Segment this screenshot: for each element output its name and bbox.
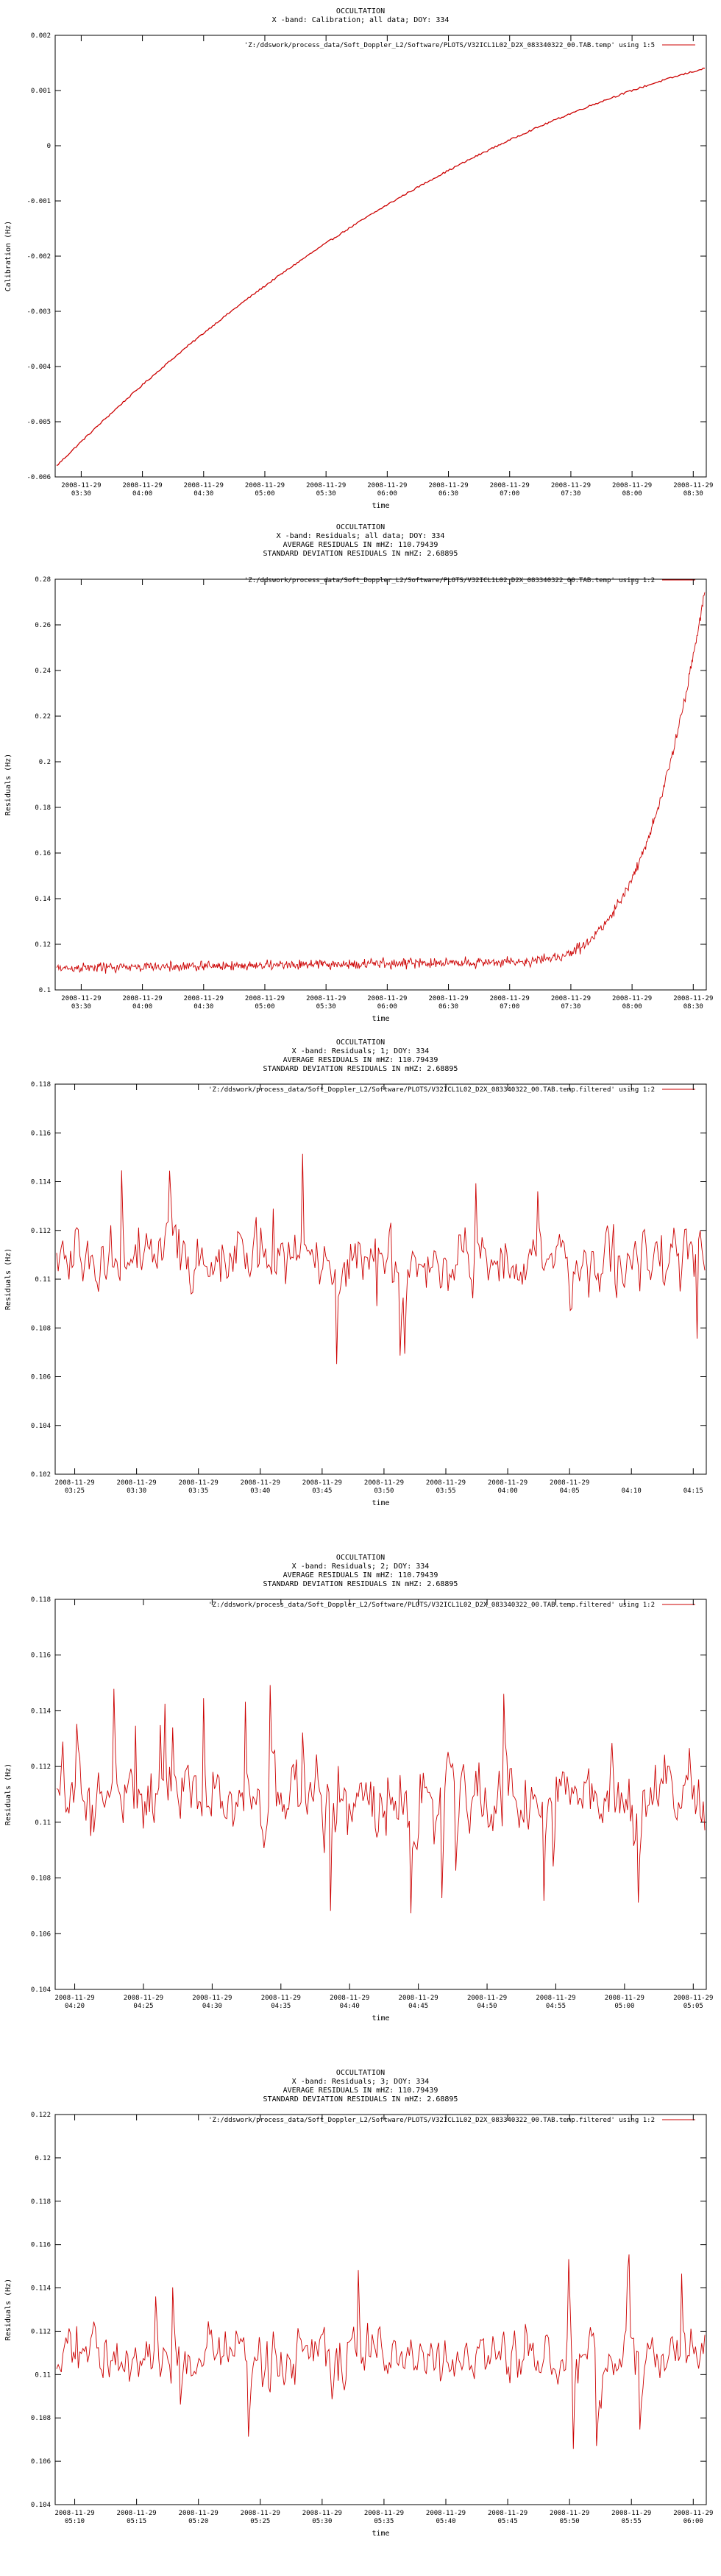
y-axis-label: Residuals (Hz): [4, 753, 13, 816]
x-tick-time-label: 04:00: [132, 1003, 153, 1011]
legend-label: 'Z:/ddswork/process_data/Soft_Doppler_L2/Software/PLOTS/V32ICL1L02_D2X_083340322_00.TAB.temp.filtered' using 1:2: [208, 1086, 655, 1094]
residuals-3-chart: [0, 2064, 721, 2576]
chart-title-line: X -band: Residuals; 3; DOY: 334: [291, 2078, 430, 2086]
x-axis-label: time: [372, 2530, 390, 2538]
x-tick-date-label: 2008-11-29: [363, 2510, 405, 2517]
y-tick-label: 0.116: [30, 2241, 51, 2249]
plot-frame: [55, 1599, 706, 1989]
chart-title-line: OCCULTATION: [335, 1038, 386, 1047]
x-tick-date-label: 2008-11-29: [673, 2510, 714, 2517]
x-tick-date-label: 2008-11-29: [604, 1995, 644, 2002]
x-tick-date-label: 2008-11-29: [54, 1995, 95, 2002]
y-tick-label: 0.108: [30, 1875, 51, 1883]
x-tick-time-label: 06:00: [377, 1003, 397, 1011]
y-tick-label: 0.16: [35, 850, 51, 857]
plot-frame: [55, 35, 706, 477]
x-tick-time-label: 06:30: [438, 1003, 459, 1011]
y-tick-label: 0.112: [30, 2328, 51, 2336]
x-tick-date-label: 2008-11-29: [240, 2510, 280, 2517]
legend-label: 'Z:/ddswork/process_data/Soft_Doppler_L2/Software/PLOTS/V32ICL1L02_D2X_083340322_00.TAB.temp' using 1:2: [244, 577, 655, 584]
chart-title-line: STANDARD DEVIATION RESIDUALS IN mHZ: 2.68895: [263, 1065, 458, 1073]
x-tick-date-label: 2008-11-29: [487, 1479, 528, 1487]
y-tick-label: 0.12: [35, 941, 51, 949]
x-tick-time-label: 06:00: [377, 490, 397, 498]
chart-title-line: AVERAGE RESIDUALS IN mHZ: 110.79439: [283, 541, 438, 549]
plot-frame: [55, 1084, 706, 1474]
x-tick-date-label: 2008-11-29: [487, 2510, 528, 2517]
y-tick-label: 0: [46, 143, 51, 150]
x-axis-label: time: [372, 1499, 390, 1507]
y-tick-label: 0.24: [35, 668, 51, 675]
x-tick-date-label: 2008-11-29: [536, 1995, 576, 2002]
y-axis-label: Residuals (Hz): [4, 1763, 13, 1826]
chart-title-line: AVERAGE RESIDUALS IN mHZ: 110.79439: [283, 2087, 438, 2095]
x-tick-time-label: 04:50: [477, 2003, 497, 2010]
y-tick-label: 0.108: [30, 1325, 51, 1333]
chart-title-line: OCCULTATION: [335, 1554, 386, 1562]
y-tick-label: 0.11: [35, 1276, 51, 1284]
y-tick-label: 0.11: [35, 1819, 51, 1827]
y-tick-label: 0.14: [35, 896, 51, 903]
x-tick-time-label: 05:30: [316, 490, 336, 498]
y-axis-label: Calibration (Hz): [4, 220, 13, 292]
y-tick-label: 0.1: [38, 987, 51, 994]
series-line: [57, 1685, 705, 1914]
y-tick-label: 0.002: [30, 32, 51, 40]
residuals-1-chart: [0, 1034, 721, 1549]
y-tick-label: 0.104: [30, 2502, 51, 2509]
x-tick-time-label: 08:00: [622, 1003, 642, 1011]
y-tick-label: 0.22: [35, 713, 51, 721]
x-tick-time-label: 03:40: [250, 1487, 271, 1495]
y-tick-label: 0.112: [30, 1763, 51, 1772]
x-tick-time-label: 05:00: [255, 1003, 275, 1011]
x-tick-date-label: 2008-11-29: [240, 1479, 280, 1487]
x-axis-label: time: [372, 2014, 390, 2023]
x-tick-date-label: 2008-11-29: [116, 1479, 157, 1487]
residuals-all-chart: [0, 519, 721, 1034]
x-tick-date-label: 2008-11-29: [425, 2510, 466, 2517]
x-tick-date-label: 2008-11-29: [302, 2510, 342, 2517]
x-tick-date-label: 2008-11-29: [306, 482, 347, 489]
x-tick-time-label: 03:30: [71, 490, 91, 498]
x-tick-date-label: 2008-11-29: [673, 995, 714, 1002]
x-tick-date-label: 2008-11-29: [428, 482, 469, 489]
series-line: [57, 1154, 705, 1364]
x-tick-time-label: 03:45: [312, 1487, 333, 1495]
x-tick-date-label: 2008-11-29: [428, 995, 469, 1002]
x-tick-date-label: 2008-11-29: [611, 2510, 652, 2517]
y-tick-label: 0.001: [30, 88, 51, 95]
y-tick-label: 0.122: [30, 2112, 51, 2119]
x-tick-date-label: 2008-11-29: [178, 1479, 219, 1487]
chart-svg: [0, 2064, 721, 2576]
y-tick-label: 0.116: [30, 1652, 51, 1660]
y-tick-label: 0.118: [30, 2198, 51, 2206]
chart-title-line: STANDARD DEVIATION RESIDUALS IN mHZ: 2.68895: [263, 1580, 458, 1588]
x-tick-time-label: 04:10: [621, 1487, 642, 1495]
y-tick-label: -0.001: [26, 198, 51, 205]
x-tick-time-label: 05:55: [621, 2518, 642, 2525]
series-line: [57, 592, 705, 974]
x-tick-date-label: 2008-11-29: [673, 1995, 714, 2002]
y-tick-label: 0.116: [30, 1130, 51, 1138]
x-tick-date-label: 2008-11-29: [54, 1479, 95, 1487]
x-tick-date-label: 2008-11-29: [260, 1995, 301, 2002]
series-line: [57, 68, 705, 466]
x-tick-date-label: 2008-11-29: [398, 1995, 438, 2002]
x-tick-time-label: 07:00: [500, 1003, 520, 1011]
chart-svg: [0, 0, 721, 530]
y-tick-label: 0.114: [30, 1178, 51, 1186]
x-tick-time-label: 03:50: [374, 1487, 394, 1495]
y-axis-label: Residuals (Hz): [4, 2278, 13, 2341]
chart-title-line: X -band: Residuals; 2; DOY: 334: [291, 1563, 430, 1571]
x-tick-time-label: 04:20: [65, 2003, 85, 2010]
y-tick-label: 0.12: [35, 2154, 51, 2162]
x-axis-label: time: [372, 1015, 390, 1023]
x-tick-time-label: 08:30: [683, 1003, 703, 1011]
chart-svg: [0, 519, 721, 1034]
calibration-chart: [0, 0, 721, 530]
x-tick-date-label: 2008-11-29: [61, 482, 102, 489]
x-tick-time-label: 04:15: [683, 1487, 703, 1495]
y-tick-label: 0.118: [30, 1081, 51, 1089]
legend-label: 'Z:/ddswork/process_data/Soft_Doppler_L2/Software/PLOTS/V32ICL1L02_D2X_083340322_00.TAB.temp.filtered' using 1:2: [208, 1602, 655, 1609]
x-tick-time-label: 03:35: [188, 1487, 209, 1495]
x-tick-date-label: 2008-11-29: [122, 482, 163, 489]
x-tick-date-label: 2008-11-29: [178, 2510, 219, 2517]
x-tick-time-label: 05:40: [436, 2518, 456, 2525]
x-tick-date-label: 2008-11-29: [54, 2510, 95, 2517]
chart-title-line: OCCULTATION: [335, 7, 386, 15]
x-tick-date-label: 2008-11-29: [489, 482, 530, 489]
x-tick-date-label: 2008-11-29: [550, 482, 592, 489]
x-tick-time-label: 04:30: [193, 1003, 214, 1011]
chart-title-line: AVERAGE RESIDUALS IN mHZ: 110.79439: [283, 1056, 438, 1064]
x-tick-date-label: 2008-11-29: [363, 1479, 405, 1487]
x-tick-time-label: 04:35: [271, 2003, 291, 2010]
chart-svg: [0, 1034, 721, 1549]
y-axis-label: Residuals (Hz): [4, 1248, 13, 1311]
x-tick-date-label: 2008-11-29: [302, 1479, 342, 1487]
x-tick-time-label: 05:30: [316, 1003, 336, 1011]
y-tick-label: 0.18: [35, 804, 51, 812]
legend-label: 'Z:/ddswork/process_data/Soft_Doppler_L2/Software/PLOTS/V32ICL1L02_D2X_083340322_00.TAB.temp.filtered' using 1:2: [208, 2117, 655, 2124]
chart-title-line: X -band: Residuals; all data; DOY: 334: [276, 532, 445, 540]
x-tick-time-label: 05:30: [312, 2518, 333, 2525]
y-tick-label: 0.106: [30, 1931, 51, 1939]
x-tick-time-label: 05:15: [127, 2518, 147, 2525]
y-tick-label: -0.006: [26, 474, 51, 481]
y-tick-label: 0.118: [30, 1596, 51, 1604]
y-tick-label: 0.106: [30, 2458, 51, 2466]
x-tick-time-label: 08:30: [683, 490, 703, 498]
x-tick-date-label: 2008-11-29: [330, 1995, 370, 2002]
x-tick-date-label: 2008-11-29: [123, 1995, 164, 2002]
residuals-2-chart: [0, 1549, 721, 2064]
chart-title-line: AVERAGE RESIDUALS IN mHZ: 110.79439: [283, 1571, 438, 1579]
x-tick-time-label: 04:30: [193, 490, 214, 498]
chart-title-line: OCCULTATION: [335, 2069, 386, 2077]
x-tick-time-label: 04:00: [497, 1487, 518, 1495]
y-tick-label: 0.102: [30, 1471, 51, 1479]
x-tick-time-label: 05:00: [614, 2003, 635, 2010]
plot-frame: [55, 2115, 706, 2505]
y-tick-label: 0.26: [35, 622, 51, 629]
x-tick-time-label: 07:30: [561, 490, 581, 498]
x-tick-date-label: 2008-11-29: [244, 482, 285, 489]
x-tick-date-label: 2008-11-29: [425, 1479, 466, 1487]
y-tick-label: 0.114: [30, 2285, 51, 2293]
x-tick-date-label: 2008-11-29: [550, 2510, 590, 2517]
x-tick-date-label: 2008-11-29: [116, 2510, 157, 2517]
y-tick-label: 0.108: [30, 2415, 51, 2423]
x-tick-time-label: 05:50: [559, 2518, 580, 2525]
x-tick-time-label: 03:30: [71, 1003, 91, 1011]
x-tick-time-label: 05:10: [65, 2518, 85, 2525]
y-tick-label: 0.112: [30, 1227, 51, 1235]
y-tick-label: -0.004: [26, 364, 51, 371]
legend-label: 'Z:/ddswork/process_data/Soft_Doppler_L2/Software/PLOTS/V32ICL1L02_D2X_083340322_00.TAB.temp' using 1:5: [244, 42, 655, 49]
chart-title-line: X -band: Residuals; 1; DOY: 334: [291, 1047, 430, 1055]
x-tick-time-label: 04:45: [408, 2003, 429, 2010]
chart-title-line: STANDARD DEVIATION RESIDUALS IN mHZ: 2.68895: [263, 2095, 458, 2103]
x-tick-date-label: 2008-11-29: [466, 1995, 508, 2002]
x-tick-time-label: 03:25: [65, 1487, 85, 1495]
x-tick-date-label: 2008-11-29: [367, 995, 408, 1002]
y-tick-label: -0.005: [26, 419, 51, 426]
y-tick-label: 0.2: [38, 759, 51, 766]
x-tick-date-label: 2008-11-29: [367, 482, 408, 489]
y-tick-label: 0.106: [30, 1373, 51, 1381]
x-tick-date-label: 2008-11-29: [306, 995, 347, 1002]
y-tick-label: 0.114: [30, 1708, 51, 1716]
y-tick-label: -0.002: [26, 253, 51, 261]
chart-title-line: STANDARD DEVIATION RESIDUALS IN mHZ: 2.68895: [263, 550, 458, 558]
x-tick-date-label: 2008-11-29: [122, 995, 163, 1002]
y-tick-label: 0.28: [35, 576, 51, 584]
x-tick-time-label: 05:00: [255, 490, 275, 498]
x-axis-label: time: [372, 502, 390, 510]
x-tick-date-label: 2008-11-29: [550, 995, 592, 1002]
x-tick-date-label: 2008-11-29: [489, 995, 530, 1002]
x-tick-time-label: 04:00: [132, 490, 153, 498]
x-tick-time-label: 08:00: [622, 490, 642, 498]
y-tick-label: 0.104: [30, 1422, 51, 1430]
chart-svg: [0, 1549, 721, 2064]
x-tick-time-label: 05:25: [250, 2518, 271, 2525]
x-tick-time-label: 04:05: [559, 1487, 580, 1495]
x-tick-time-label: 05:45: [497, 2518, 518, 2525]
x-tick-time-label: 05:20: [188, 2518, 209, 2525]
x-tick-date-label: 2008-11-29: [673, 482, 714, 489]
x-tick-time-label: 05:35: [374, 2518, 394, 2525]
chart-title-line: OCCULTATION: [335, 523, 386, 531]
x-tick-time-label: 04:25: [133, 2003, 154, 2010]
x-tick-date-label: 2008-11-29: [244, 995, 285, 1002]
x-tick-time-label: 03:30: [127, 1487, 147, 1495]
x-tick-time-label: 06:30: [438, 490, 459, 498]
x-tick-date-label: 2008-11-29: [183, 995, 224, 1002]
y-tick-label: -0.003: [26, 308, 51, 316]
x-tick-time-label: 05:05: [683, 2003, 703, 2010]
y-tick-label: 0.104: [30, 1986, 51, 1994]
x-tick-time-label: 04:40: [339, 2003, 360, 2010]
x-tick-date-label: 2008-11-29: [61, 995, 102, 1002]
x-tick-time-label: 04:55: [545, 2003, 566, 2010]
x-tick-time-label: 07:30: [561, 1003, 581, 1011]
x-tick-time-label: 04:30: [202, 2003, 222, 2010]
x-tick-date-label: 2008-11-29: [612, 995, 653, 1002]
x-tick-time-label: 03:55: [436, 1487, 456, 1495]
plot-frame: [55, 579, 706, 990]
x-tick-date-label: 2008-11-29: [612, 482, 653, 489]
x-tick-date-label: 2008-11-29: [183, 482, 224, 489]
y-tick-label: 0.11: [35, 2371, 51, 2379]
x-tick-date-label: 2008-11-29: [192, 1995, 232, 2002]
x-tick-date-label: 2008-11-29: [550, 1479, 590, 1487]
x-tick-time-label: 07:00: [500, 490, 520, 498]
chart-title-line: X -band: Calibration; all data; DOY: 334: [271, 16, 450, 24]
x-tick-time-label: 06:00: [683, 2518, 703, 2525]
series-line: [57, 2254, 705, 2449]
